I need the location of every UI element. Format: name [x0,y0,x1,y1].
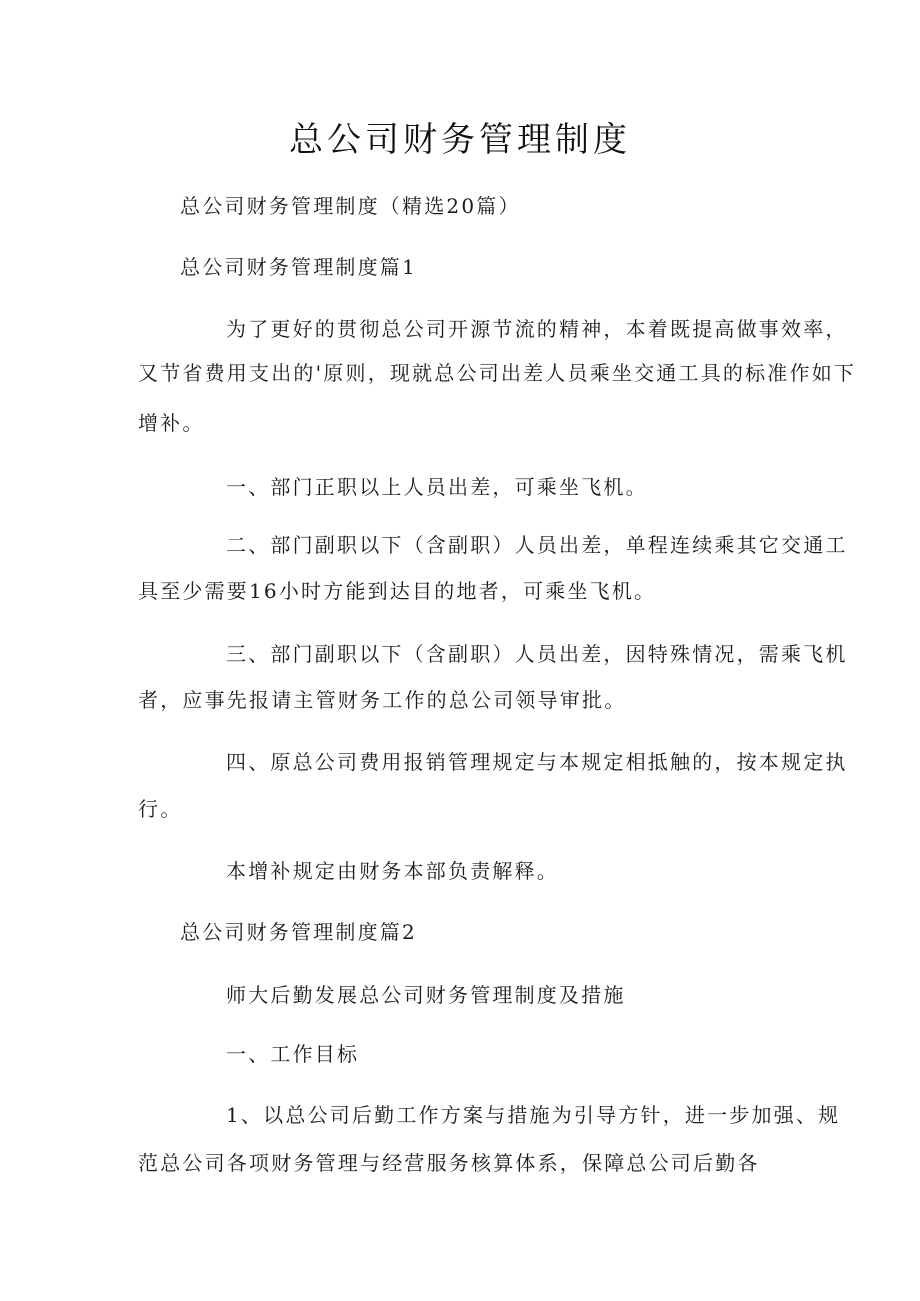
goal-heading: 一、工作目标 [226,1042,360,1066]
paragraph-line: 又节省费用支出的'原则，现就总公司出差人员乘坐交通工具的标准作如下 [138,361,857,385]
paragraph-line: 增补。 [138,411,205,435]
section-heading-2: 总公司财务管理制度篇2 [180,920,417,944]
list-item-3-continued: 者，应事先报请主管财务工作的总公司领导审批。 [138,688,627,712]
list-item-2: 二、部门副职以下（含副职）人员出差，单程连续乘其它交通工 [226,533,848,557]
goal-item-1: 1、以总公司后勤工作方案与措施为引导方针，进一步加强、规 [226,1103,841,1127]
list-item-2-continued: 具至少需要16小时方能到达目的地者，可乘坐飞机。 [138,579,657,603]
list-item-1: 一、部门正职以上人员出差，可乘坐飞机。 [226,475,648,499]
list-item-4: 四、原总公司费用报销管理规定与本规定相抵触的，按本规定执 [226,750,848,774]
note-line: 本增补规定由财务本部负责解释。 [226,859,559,883]
list-item-3: 三、部门副职以下（含副职）人员出差，因特殊情况，需乘飞机 [226,642,848,666]
section-heading-1: 总公司财务管理制度篇1 [180,255,417,279]
goal-item-1-continued: 范总公司各项财务管理与经营服务核算体系，保障总公司后勤各 [138,1151,760,1175]
section-2-title: 师大后勤发展总公司财务管理制度及措施 [226,983,626,1007]
document-subtitle: 总公司财务管理制度（精选20篇） [180,194,521,218]
document-title: 总公司财务管理制度 [289,120,631,160]
list-item-4-continued: 行。 [138,797,183,821]
paragraph-line: 为了更好的贯彻总公司开源节流的精神，本着既提高做事效率， [226,317,848,341]
